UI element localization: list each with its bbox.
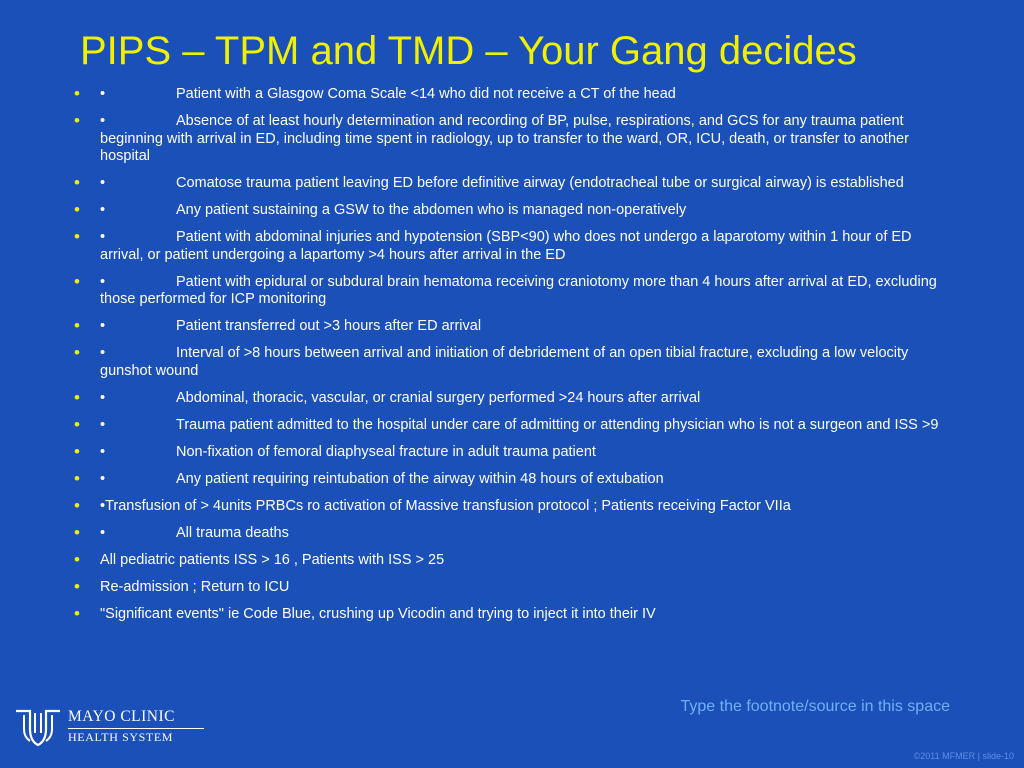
bullet-marker: • xyxy=(100,345,106,361)
bullet-text: All pediatric patients ISS > 16 , Patients with ISS > 25 xyxy=(100,551,445,568)
bullet-text: •Transfusion of > 4units PRBCs ro activation of Massive transfusion protocol ; Patients receiving Factor VIIa xyxy=(100,497,791,514)
bullet-item xyxy=(72,175,952,193)
bullet-dot-icon: • xyxy=(74,603,80,623)
bullet-text: Abdominal, thoracic, vascular, or cranial surgery performed >24 hours after arrival xyxy=(176,389,701,406)
bullet-text: Non-fixation of femoral diaphyseal fracture in adult trauma patient xyxy=(176,443,596,460)
bullet-marker: • xyxy=(100,416,106,433)
bullet-dot-icon: • xyxy=(74,200,80,219)
bullet-text: Absence of at least hourly determination and recording of BP, pulse, respirations, and GCS for any trauma patient beginning with arrival in ED, including time spent in radiology, up to transfer to the ward, OR, ICU, death, or transfer to another hospital xyxy=(100,113,909,164)
bullet-marker: • xyxy=(100,470,106,487)
bullet-text: All trauma deaths xyxy=(176,524,289,541)
bullet-text: Patient transferred out >3 hours after ED arrival xyxy=(176,318,482,334)
bullet-marker: • xyxy=(100,175,106,191)
bullet-item xyxy=(72,86,952,104)
bullet-marker: • xyxy=(100,113,106,129)
bullet-marker: • xyxy=(100,318,106,334)
bullet-dot-icon: • xyxy=(74,173,80,192)
shield-logo-icon xyxy=(14,707,62,747)
bullet-text: Patient with abdominal injuries and hypotension (SBP<90) who does not undergo a laparotomy within 1 hour of ED arrival, or patient undergoing a lapartomy >4 hours after arrival in the ED xyxy=(100,229,912,263)
logo-line-1: MAYO CLINIC xyxy=(68,708,175,725)
bullet-item xyxy=(72,522,952,543)
bullet-dot-icon: • xyxy=(74,84,80,103)
bullet-item xyxy=(72,603,952,624)
slide-number: ©2011 MFMER | slide-10 xyxy=(913,751,1014,761)
logo-divider xyxy=(68,728,204,729)
bullet-marker: • xyxy=(100,443,106,460)
bullet-item xyxy=(72,387,952,408)
bullet-text: Re-admission ; Return to ICU xyxy=(100,578,290,595)
bullet-item xyxy=(72,318,952,336)
bullet-marker: • xyxy=(100,86,106,102)
bullet-item xyxy=(72,229,952,264)
bullet-list xyxy=(72,86,952,633)
bullet-marker: • xyxy=(100,524,106,541)
bullet-text: Patient with a Glasgow Coma Scale <14 who did not receive a CT of the head xyxy=(176,86,676,102)
bullet-dot-icon: • xyxy=(74,468,80,488)
bullet-marker: • xyxy=(100,202,106,218)
bullet-marker: • xyxy=(100,273,106,290)
bullet-item xyxy=(72,495,952,516)
bullet-dot-icon: • xyxy=(74,111,80,130)
bullet-text: Interval of >8 hours between arrival and initiation of debridement of an open tibial fracture, excluding a low velocity gunshot wound xyxy=(100,345,909,379)
bullet-item xyxy=(72,468,952,489)
bullet-dot-icon: • xyxy=(74,576,80,596)
bullet-text: "Significant events" ie Code Blue, crushing up Vicodin and trying to inject it into their IV xyxy=(100,605,656,622)
bullet-text: Any patient requiring reintubation of the airway within 48 hours of extubation xyxy=(176,470,664,487)
bullet-item xyxy=(72,113,952,166)
bullet-dot-icon: • xyxy=(74,227,80,246)
bullet-item xyxy=(72,549,952,570)
bullet-marker: • xyxy=(100,229,106,245)
bullet-item xyxy=(72,345,952,380)
bullet-text: Comatose trauma patient leaving ED before definitive airway (endotracheal tube or surgical airway) is established xyxy=(176,175,904,191)
footnote: Type the footnote/source in this space xyxy=(680,698,950,715)
bullet-item xyxy=(72,414,952,435)
bullet-text: Patient with epidural or subdural brain hematoma receiving craniotomy more than 4 hours after arrival at ED, excluding those performed for ICP monitoring xyxy=(100,273,937,307)
bullet-dot-icon: • xyxy=(74,414,80,434)
bullet-item xyxy=(72,576,952,597)
bullet-text: Trauma patient admitted to the hospital under care of admitting or attending physician who is not a surgeon and ISS >9 xyxy=(176,416,939,433)
bullet-dot-icon: • xyxy=(74,495,80,515)
bullet-dot-icon: • xyxy=(74,549,80,569)
bullet-dot-icon: • xyxy=(74,271,80,291)
slide-title: PIPS – TPM and TMD – Your Gang decides xyxy=(80,29,857,73)
bullet-dot-icon: • xyxy=(74,343,80,362)
bullet-text: Any patient sustaining a GSW to the abdomen who is managed non-operatively xyxy=(176,202,687,218)
bullet-dot-icon: • xyxy=(74,387,80,407)
bullet-dot-icon: • xyxy=(74,522,80,542)
bullet-item xyxy=(72,202,952,220)
logo-line-2: HEALTH SYSTEM xyxy=(68,730,174,744)
mayo-clinic-logo xyxy=(14,707,204,747)
bullet-item xyxy=(72,441,952,462)
bullet-marker: • xyxy=(100,389,106,406)
bullet-item xyxy=(72,271,952,309)
bullet-dot-icon: • xyxy=(74,316,80,335)
bullet-dot-icon: • xyxy=(74,441,80,461)
